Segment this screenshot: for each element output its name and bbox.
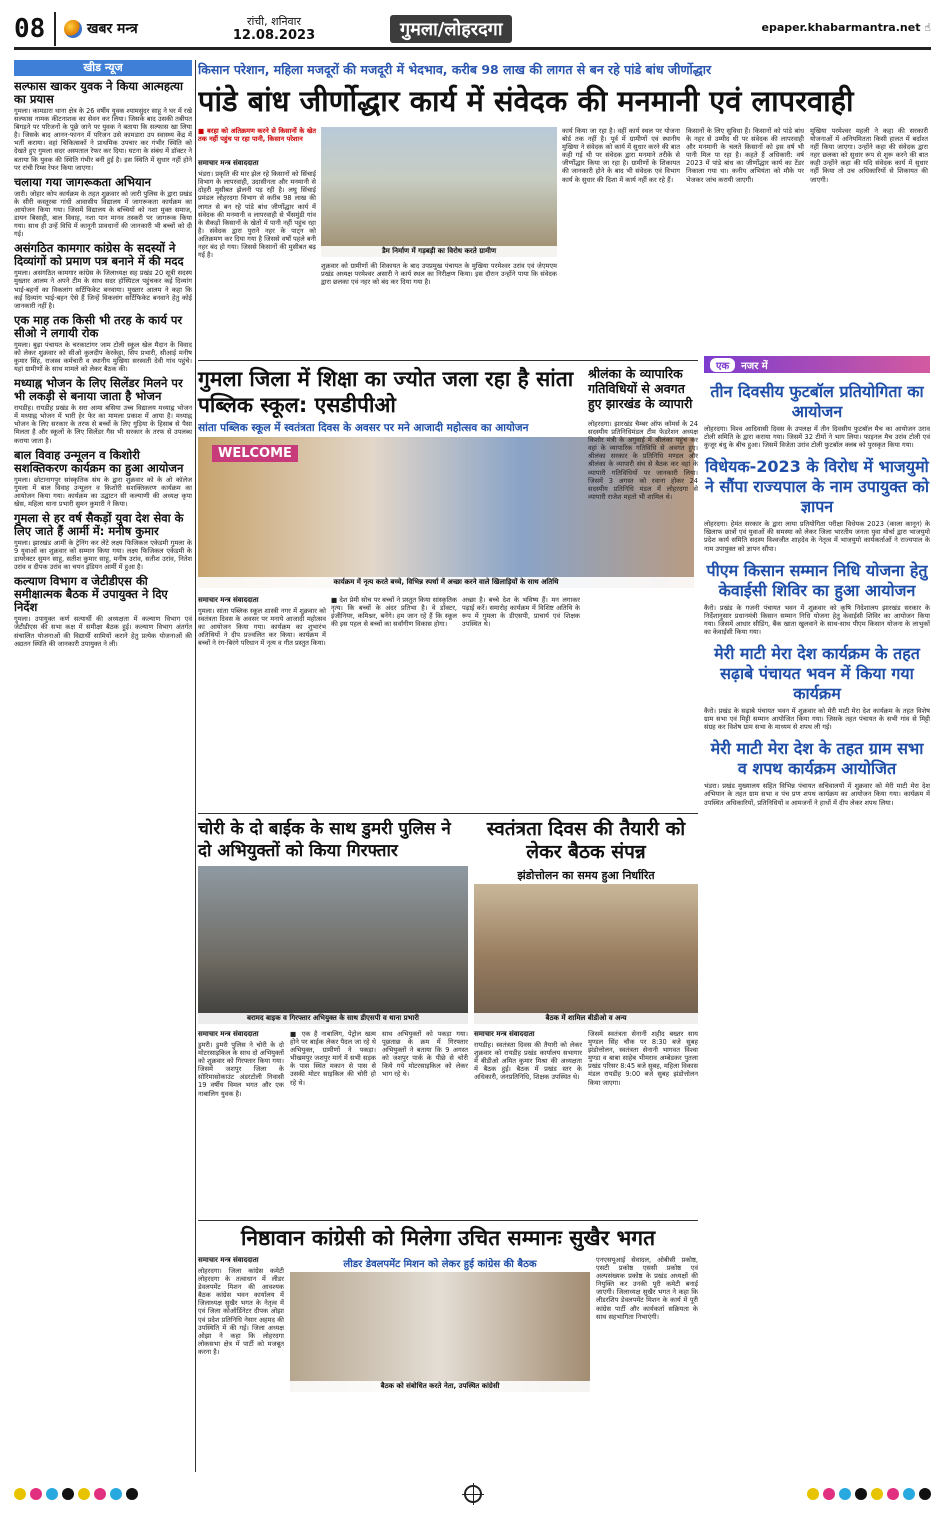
lead-photo (321, 127, 557, 257)
cong-subhead: लीडर डेवलपमेंट मिशन को लेकर हुई कांग्रेस की बैठक (343, 1259, 537, 1270)
right-news-headline: विधेयक-2023 के विरोध में भाजयुमो ने सौंपा राज्यपाल के नाम उपायुक्त को ज्ञापन (705, 457, 929, 517)
edu-text-2: ■ देश प्रेमी सोच पर बच्चों ने प्रस्तुत किया सांस्कृतिक नृत्य। कि बच्चों के अंदर प्रतिभा है। वे डॉक्टर, इंजीनियर, कमिश्नर, बनेंगे। हम जान रहे हैं कि स्कूल की इस पहल से बच्चों का सर्वांगीण विकास होगा। (331, 596, 457, 629)
color-dot (126, 1488, 138, 1500)
color-dot (14, 1488, 26, 1500)
right-news-headline: तीन दिवसीय फुटबॉल प्रतियोगिता का आयोजन (710, 382, 924, 421)
edu-text-1: गुमला। सांता पब्लिक स्कूल शास्त्री नगर में शुक्रवार को स्वतंत्रता दिवस के अवसर पर मनाये आजादी महोत्सव का आयोजन किया गया। कार्यक्रम का शुभारंभ अतिथियों ने दीप प्रज्वलित कर किया। कार्यक्रम में बच्चों ने रंग-बिरंगे परिधान में नृत्य व गीत प्रस्तुत किया। (198, 607, 326, 648)
khabar-news-tag: खीड न्यूज (14, 60, 192, 76)
left-news-headline: मध्याह्न भोजन के लिए सिलेंडर मिलने पर भी लकड़ी से बनाया जाता है भोजन (14, 376, 183, 404)
indep-photo-caption: बैठक में शामिल बीडीओ व अन्य (474, 1013, 698, 1024)
color-dot (94, 1488, 106, 1500)
color-dot (871, 1488, 883, 1500)
color-dot (919, 1488, 931, 1500)
left-news-headline: सल्फास खाकर युवक ने किया आत्महत्या का प्रयास (14, 79, 183, 106)
police-text-3: साथ अभियुक्तों को पकड़ा गया। पूछताछ के क्रम में गिरफ्तार अभियुक्तों ने बताया कि 9 अगस्त को जशपुर पार्क के पीछे से चोरी किये गये मोटरसाइकिल को लेकर भाग रहे थे। (382, 1030, 468, 1079)
color-dot (46, 1488, 58, 1500)
left-news-text: गुमला। छोटानागपुर सांस्कृतिक संघ के द्वारा शुक्रवार को के ओ कॉलेज गुमला में बाल विवाह उन्मूलन व किशोरी सशक्तिकरण कार्यक्रम का आयोजन किया गया। कार्यक्रम का उद्घाटन सी कल्याणी की अध्यक्ष कृपा खेस, महिला थाना प्रभारी सुमन कुमारी ने किया। (14, 475, 192, 508)
cong-byline: समाचार मन्त्र संवाददाता (198, 1256, 259, 1264)
color-dot (78, 1488, 90, 1500)
edu-photo-caption: कार्यक्रम में नृत्य करते बच्चे, विभिन्न स्पर्धा में अच्छा करने वाले खिलाड़ियों के साथ अतिथि (198, 577, 694, 588)
lead-text-2: शुक्रवार को ग्रामीणों की शिकायत के बाद उपप्रमुख पंचायत के मुखिया परमेश्वर उरांव एवं जेएमएम प्रखंड अध्यक्ष परमेश्वर असारी ने कार्य स्थल का निरीक्षण किया। इस दौरान उन्होंने पाया कि संवेदक द्वारा छलका एवं नहर को बंद कर दिया गया है। (321, 262, 557, 287)
edu-byline: समाचार मन्त्र संवाददाता (198, 596, 259, 604)
police-byline: समाचार मन्त्र संवाददाता (198, 1030, 259, 1038)
cong-text-2: एनएसयूआई सेवादल, ओबीसी प्रकोष्ठ, एसटी प्रकोष्ठ एससी प्रकोष्ठ एवं अल्पसंख्यक प्रकोष्ठ के प्रखंड अध्यक्षों की नियुक्ति कर उनकी पूरी कमेटी बनाई जाएगी। जिलाध्यक्ष सुखैर भगत ने कहा कि लीडरशिप डेवलपमेंट मिशन के कार्य में पूरी कांग्रेस पार्टी और कार्यकर्ता सक्रियता के साथ सहभागिता निभाएंगी। (596, 1256, 698, 1321)
color-dot (110, 1488, 122, 1500)
cursor-icon: ☝ (924, 21, 931, 34)
lead-headline: पांडे बांध जीर्णोद्धार कार्य में संवेदक की मनमानी एवं लापरवाही (198, 84, 854, 118)
left-news-headline: गुमला से हर वर्ष सैकड़ों युवा देश सेवा के लिए जाते हैं आर्मी में: मनीष कुमार (14, 511, 184, 538)
row-divider (198, 813, 698, 814)
police-text-1: डुमरी। डुमरी पुलिस ने चोरी के दो मोटरसाइकिल के साथ दो अभियुक्तों को शुक्रवार को गिरफ्तार किया गया। जिसमें जशपुर जिला के सोरिमासोकाउंट अंडरटोली निवासी 19 वर्षीय विमल भगत और एक नाबालिग युवक है। (198, 1041, 284, 1098)
right-news-text: कैरो। प्रखंड के सढ़ाबे पंचायत भवन में शुक्रवार को मेरी माटी मेरा देश कार्यक्रम के तहत विशेष ग्राम सभा एवं मिट्टी सम्मान आयोजित किया गया। जिसके तहत पंचायत के सभी गांव से मिट्टी संग्रह कर विशेष ग्राम सभा के माध्यम से शपथ ली गई। (704, 707, 930, 732)
shri-text: लोहरदगा। झारखंड चैम्बर ऑफ कॉमर्स के 24 सदस्यीय प्रतिनिधिमंडल टीम फेडरेशन अध्यक्ष किशोर मंत्री के अगुवाई में श्रीलंका पहुंच कर वहां के व्यापारिक गतिविधि से अवगत हुए। श्रीलंका सरकार के प्रतिनिधि मण्डल और श्रीलंका के व्यापारी संघ से बैठक कर वहां के व्यापारी गतिविधियों पर जानकारी लिया। जिसमें 3 अगस्त को रवाना होकर 24 सदस्यीय प्रतिनिधि मंडल में लोहरदगा से व्यापारी राजेश महतो भी शामिल थे। (588, 420, 698, 501)
color-dot (62, 1488, 74, 1500)
najar-mein-bar (704, 356, 930, 373)
row-divider (198, 360, 698, 361)
left-news-text: गुमला। असंगठित कामगार कांग्रेस के जिलाध्यक्ष सह प्रखंड 20 सूत्री सदस्य मुख्तार आलम ने अपने टीम के साथ सदर हॉस्पिटल पहुंचकर कई दिव्यांग भाई-बहनों का विकलांग सर्टिफिकेट बनवाया। मुख्तार आलम ने कहा कि कई दिव्यांग भाई-बहन ऐसे हैं जिन्हें विकलांग सर्टिफिकेट बनवाने हेतु कोई जानकारी नहीं है। (14, 269, 192, 310)
registration-dots-right (807, 1488, 931, 1500)
city-day: रांची, शनिवार (246, 14, 302, 28)
indep-text-2: जिसमें स्वतंत्रता सेनानी शहीद बख्तर साय मुण्डल सिंह चौक पर 8:30 बजे सुबह झंडोत्तोलन, स्वतंत्रता सेनानी भागवत विश्वा मुण्डा व बाबा साहेब भीमराव अम्बेडकर पुतला प्रखंड परिसर 8:45 बजे सुबह, महिला विकास मंडल रायडीह 9:00 बजे सुबह झंडोत्तोलन किया जाएगा। (588, 1030, 698, 1087)
police-photo (198, 866, 468, 1024)
column-divider (195, 60, 196, 1472)
left-news-headline: बाल विवाह उन्मूलन व किशोरी सशक्तिकरण कार्यक्रम का हुआ आयोजन (14, 447, 184, 475)
indep-text-1: रायडीह। स्वतंत्रता दिवस की तैयारी को लेकर शुक्रवार को रायडीह प्रखंड कार्यालय सभागार में बीडीओ अमित कुमार मिश्रा की अध्यक्षता में बैठक हुई। बैठक में प्रखंड स्तर के अधिकारी, जनप्रतिनिधि, शिक्षक उपस्थित थे। (474, 1041, 582, 1082)
color-registration-footer (14, 1480, 931, 1508)
cong-photo (290, 1272, 590, 1392)
edu-col-1 (198, 596, 326, 810)
edu-kicker: सांता पब्लिक स्कूल में स्वतंत्रता दिवस के अवसर पर मने आजादी महोत्सव का आयोजन (198, 422, 529, 434)
left-news-text: रायडीह। रायडीह प्रखंड के सरा आमा बसिया उच्च विद्यालय मध्याह्न भोजन में मध्याह्न भोजन में भारी हेर फेर का मामला प्रकाश में आया है। मध्याह्न भोजन के लिए सरकार के तरफ से बच्चों के लिए गुड़िया के हिसाब से पैसा मिलता है और स्कूलों के लिए सिलेंडर गैस भी सरकार के तरफ से उपलब्ध कराया जाता है। (14, 404, 192, 445)
epaper-link[interactable] (761, 21, 931, 34)
left-news-text: गुमला। बुढ़ा पंचायत के चरकाटांगर जाम टोली स्कूल खेल मैदान के विवाद को लेकर शुक्रवार को सीओ कुलदीप केरकेट्टा, सिप प्रभारी, सीआई मनीष कुमार सिंह, राजस्व कर्मचारी व स्थानीय मुखिया सरस्वती देवी गांव पहुंचे। यहां ग्रामीणों के साथ मामले को लेकर बैठक की। (14, 340, 192, 374)
right-news-column (704, 378, 930, 1472)
color-dot (855, 1488, 867, 1500)
police-col-1 (198, 1030, 284, 1216)
color-dot (30, 1488, 42, 1500)
edu-text-3: अच्छा है। बच्चे देश के भविष्य हैं। मन लगाकर पढ़ाई करें। समारोह कार्यक्रम में विशिष्ट अतिथि के रूप में गुमला के डीएसपी, प्राचार्य एवं शिक्षक उपस्थित थे। (462, 596, 580, 629)
welcome-banner: WELCOME (212, 445, 298, 462)
cong-col-1 (198, 1256, 284, 1470)
left-news-headline: कल्याण विभाग व जेटीडीएस की समीक्षात्मक बैठक में उपायुक्त ने दिए निर्देश (14, 574, 168, 615)
left-news-headline: असंगठित कामगार कांग्रेस के सदस्यों ने दिव्यांगों को प्रमाण पत्र बनाने में की मदद (14, 241, 184, 269)
right-news-text: भंडरा। प्रखंड मुख्यालय सहित विभिन्न पंचायत सचिवालयों में शुक्रवार को मेरी माटी मेरा देश अभियान के तहत ग्राम सभा व पंच प्रण शपथ कार्यक्रम का आयोजन किया गया। कार्यक्रम में उपस्थित अधिकारियों, प्रतिनिधियों व आमजनों ने हाथों में दीप लेकर शपथ लिया। (704, 782, 930, 807)
brand-name: खबर मन्त्र (87, 21, 138, 37)
color-dot (887, 1488, 899, 1500)
color-dot (823, 1488, 835, 1500)
left-news-column (14, 60, 192, 1472)
right-news-text: लोहरदगा। विश्व आदिवासी दिवस के उपलक्ष में तीन दिवसीय फुटबॉल मैच का आयोजन उराव टोली समिति के द्वारा कराया गया। जिसमें 32 टीमों ने भाग लिया। फाइनल मैच उरांव टोली एवं कुजूर बंधु के बीच हुआ। जिसमें विजेता उरांव टोली फुटबॉल क्लब को पुरस्कृत किया गया। (704, 425, 930, 450)
right-news-text: लोहरदगा। हेमंत सरकार के द्वारा लाया प्रतियोगिता परीक्षा विधेयक 2023 (काला कानून) के खिलाफ छात्रों एवं युवाओं की समस्या को लेकर जिला भारतीय जनता युवा मोर्चा द्वारा भाजयुमो प्रदेश कार्य समिति सदस्य विश्वजीत शाहदेव के नेतृत्व में भाजयुमो कार्यकर्ताओं ने राज्यपाल के नाम उपायुक्त को ज्ञापन सौंपा। (704, 520, 930, 553)
cong-text-1: लोहरदगा। जिला कांग्रेस कमेटी लोहरदगा के तत्वाधान में लीडर डेवलपमेंट मिशन की आवश्यक बैठक कांग्रेस भवन कार्यालय में जिलाध्यक्ष सुखैर भगत के नेतृत्व में एवं जिला कोऑर्डिनेटर दीपक ओझा एवं प्रदेश प्रतिनिधि नेसार अहमद की उपस्थिति में की गई। जिला अध्यक्ष ओझा ने कहा कि लोहरदगा लोकसभा क्षेत्र में पार्टी को मजबूत करना है। (198, 1267, 284, 1356)
lead-text-5: मुखिया परमेश्वर महली ने कहा की सरकारी योजनाओं में अनियमितता किसी हालत में बर्दाश्त नहीं किया जाएगा। उन्होंने कहा की संवेदक द्वारा नहर छलका को सुधार रूप से शुरू करने की बात कही उन्होंने कहा की यदि संवेदक कार्य में सुधार नहीं किया तो उच अधिकारियों से शिकायत की जाएगी। (810, 127, 928, 184)
color-dot (807, 1488, 819, 1500)
epaper-url[interactable]: epaper.khabarmantra.net (761, 21, 921, 34)
globe-logo-icon (64, 20, 82, 38)
right-news-text: कैरो। प्रखंड के गजनी पंचायत भवन में शुक्रवार को कृषि निदेशालय झारखंड सरकार के निर्देशानुसार प्रधानमंत्री किसान सम्मान निधि योजना हेतु केवाईसी शिविर का आयोजन किया गया। जिसमें आधार सीडिंग, बैंक खाता खुलवाने के साथ-साथ पीएम किसान योजना के लाभुकों का केवाईसी किया गया। (704, 603, 930, 636)
edu-headline: गुमला जिला में शिक्षा का ज्योत जला रहा है सांता पब्लिक स्कूल: एसडीपीओ (198, 367, 574, 417)
left-news-text: गुमला। कामडारा थाना क्षेत्र के 26 वर्षीय युवक श्यामसुंदर साहू ने घर में रखे सल्फास नामक कीटनाशक का सेवन कर लिया। जिसके बाद उसकी तबीयत बिगड़ने पर परिजनों के पूछे जाने पर युवक ने बताया कि सल्फास खा लिया है। जिसके बाद आनन-फानन में परिजन उसे कामडारा उप स्वास्थ्य केंद्र में भर्ती कराया। वहां चिकित्सकों ने प्राथमिक उपचार कर गंभीर स्थिति को देखते हुए गुमला सदर अस्पताल रेफर कर दिया। घटना के संबंध में डॉक्टर ने बताया कि युवक की स्थिति गंभीर बनी हुई है। इस स्थिति में सुधार नहीं होने पर रांची रिम्स रेफर किया जाएगा। (14, 107, 192, 172)
color-dot (839, 1488, 851, 1500)
color-dot (903, 1488, 915, 1500)
masthead (14, 10, 931, 50)
lead-kicker: किसान परेशान, महिला मजदूरों की मजदूरी में भेदभाव, करीब 98 लाख की लागत से बन रहे पांडे बांध जीर्णोद्धार (198, 62, 712, 77)
indep-col-1 (474, 1030, 582, 1216)
lead-subhead: ■ बरहा को अतिक्रमण करने से किसानों के खेत तक नहीं पहुंच पा रहा पानी, किसान परेशान (198, 127, 316, 144)
brand (64, 19, 214, 38)
issue-date: 12.08.2023 (232, 27, 316, 43)
section-title: गुमला/लोहरदगा (390, 15, 512, 43)
left-news-headline: चलाया गया जागरूकता अभियान (14, 174, 152, 189)
lead-byline: समाचार मन्त्र संवाददाता (198, 159, 259, 168)
left-news-headline: एक माह तक किसी भी तरह के कार्य पर सीओ ने लगायी रोक (14, 312, 183, 340)
registration-mark-icon (464, 1485, 482, 1503)
lead-text-1: भंडरा। प्रकृति की मार झेल रहे किसानों को सिंचाई विभाग के लापरवाही, उदासीनता और मनमानी से दोहरी मुसीबत झेलनी पड़ रही है। लघु सिंचाई प्रमंडल लोहरदगा विभाग से करीब 98 लाख की लागत से बन रहे पांडे बांध जीर्णोद्धार कार्य में संवेदक की मनमानी व लापरवाही से भैंसमुंडी गांव के सैकड़ों किसानों के खेतों में पानी नहीं पहुंच रहा है। संवेदक द्वारा पुराने नहर के पाट्न को अतिक्रमण कर दिया गया है जिससे वर्षों पहले बनी नहर बंद हो गया। जिससे किसानों की मुसीबत बढ़ गई है। (198, 170, 316, 260)
lead-photo-caption: डैम निर्माण में गड़बड़ी का विरोध करते ग्रामीण (321, 246, 557, 257)
cong-headline: निष्ठावान कांग्रेसी को मिलेगा उचित सम्मानः सुखैर भगत (240, 1226, 656, 1250)
cong-photo-caption: बैठक को संबोधित करते नेता, उपस्थित कांग्रेसी (290, 1381, 590, 1392)
lead-col-1 (198, 127, 316, 357)
indep-byline: समाचार मन्त्र संवाददाता (474, 1030, 535, 1038)
left-news-text: गुमला। झारखंड आर्मी के ट्रेनिंग कर लेटे लक्ष्य फिजिकल एकेडमी गुमला के 9 युवाओं का शुक्रवार को सम्मान किया गया। लक्ष्य फिजिकल एकेडमी के डायरेक्टर सुमन साहू, सतीश कुमार साहू, मनीष उरांव, सतीश उरांव, नितेश उरांव व दीपक उरांव का चयन इंडियन आर्मी में हुआ है। (14, 539, 192, 572)
indep-headline: स्वतंत्रता दिवस की तैयारी को लेकर बैठक संपन्न (486, 818, 686, 863)
right-news-headline: मेरी माटी मेरा देश कार्यक्रम के तहत सढ़ाबे पंचायत भवन में किया गया कार्यक्रम (714, 644, 920, 704)
police-headline: चोरी के दो बाईक के साथ डुमरी पुलिस ने दो अभियुक्तों को किया गिरफ्तार (198, 819, 451, 861)
left-news-text: जारी। जोहार कोप कार्यक्रम के तहत शुक्रवार को जारी पुलिस के द्वारा प्रखंड के सीरी कस्तूरबा गांधी आवासीय विद्यालय में जागरूकता कार्यक्रम का आयोजन किया गया। जिसमें विद्यालय के बच्चियों को नशा मुक्त समाज, डायन बिसाही, बाल विवाह, नशा पान मानव तस्करी पर जागरूक किया गया। साथ ही उन्हें विधि में कानूनी प्रावधानों की जानकारी भी बच्चों को दी गई। (14, 189, 192, 239)
indep-photo (474, 884, 698, 1024)
lead-text-3: कार्य किया जा रहा है। वहीं कार्य स्थल पर योजना बोर्ड तक नहीं है। पूर्व में ग्रामीणों एवं स्थानीय मुखिया ने संवेदक को कार्य में सुधार करने की बात कही गई थी पर संवेदक द्वारा मनमाने तरीके से जीर्णोद्धार किया जा रहा है। ग्रामीणों के शिकायत की जानकारी होने के बाद भी संवेदक एवं विभाग कार्य के सुधार की दिशा में कार्य नहीं कर रहे हैं। (562, 127, 680, 184)
shri-headline: श्रीलंका के व्यापारिक गतिविधियों से अवगत हुए झारखंड के व्यापारी (588, 366, 693, 411)
police-photo-caption: बरामद बाइक व गिरफ्तार अभियुक्त के साथ डीएसपी व थाना प्रभारी (198, 1013, 468, 1024)
registration-dots-left (14, 1488, 138, 1500)
najar-title: नजर में (741, 360, 768, 372)
right-news-headline: मेरी माटी मेरा देश के तहत ग्राम सभा व शपथ कार्यक्रम आयोजित (710, 739, 924, 779)
lead-text-4: किसानों के लिए सुविधा हैं। किसानों को पांडे बांध के नहर से उम्मीद थी पर संवेदक की लापरवाही और मनमानी के चलते किसानों को इस वर्ष भी पानी मिल पा रहा है। कहते हैं अधिकारी: वर्ष 2023 में पांडे बांध का जीर्णोद्धार कार्य का टेंडर निकाला गया था। कनीय अभियंता को मौके पर भेजकर जांच करायी जाएगी। (686, 127, 804, 184)
row-divider (198, 1220, 698, 1221)
indep-kicker: झंडोत्तोलन का समय हुआ निर्धारित (517, 869, 655, 882)
left-news-text: गुमला। उपायुक्त कर्ण सत्यार्थी की अध्यक्षता में कल्याण विभाग एवं जेटीडीएस की सभा कक्ष में समीक्षा बैठक हुई। कल्याण विभाग अंतर्गत संचालित योजनाओं की विद्यार्थी सामियों कराने हेतु प्रत्येक योजनाओं की अद्यतन स्थिति की जानकारी उपायुक्त ने ली। (14, 615, 192, 648)
right-news-headline: पीएम किसान सम्मान निधि योजना हेतु केवाईसी शिविर का हुआ आयोजन (706, 560, 928, 600)
dateline (214, 15, 334, 43)
page-number: 08 (14, 12, 56, 46)
police-text-2: ■ एक है नाबालिग, पेट्रोल खत्म होने पर बाईक लेकर पैदल जा रहे थे अभियुक्त, ग्रामीणों ने पकड़ा। भीखमपुर जशपुर मार्ग में सभी सड़क के पास स्थित मकान से पास से उसकी मोटर साइकिल की चोरी हो रहे थे। (290, 1030, 376, 1087)
najar-badge: एक (710, 358, 735, 372)
